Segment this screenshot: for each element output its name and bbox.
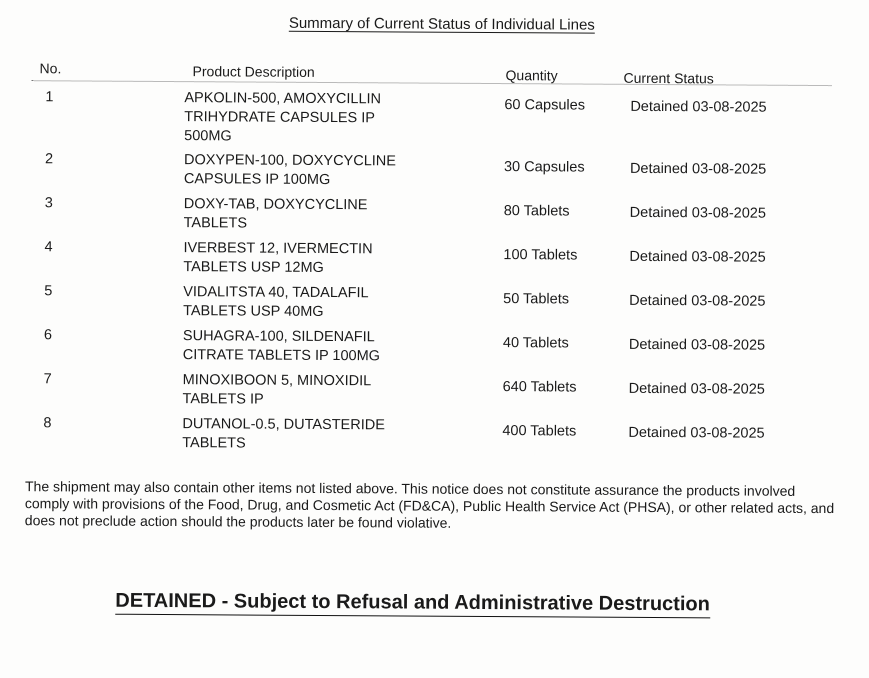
table-row <box>0 326 867 365</box>
row-number: 2 <box>44 151 54 168</box>
table-row <box>0 238 868 276</box>
table-row <box>0 150 868 189</box>
product-quantity: 640 Tablets <box>502 379 577 396</box>
column-header-description: Product Description <box>192 63 315 80</box>
line-status: Detained 03-08-2025 <box>628 336 766 354</box>
table-row <box>0 414 866 452</box>
line-status: Detained 03-08-2025 <box>629 248 766 266</box>
product-quantity: 40 Tablets <box>502 335 569 352</box>
product-description: DOXY-TAB, DOXYCYCLINE TABLETS <box>183 196 368 232</box>
disclaimer-paragraph: The shipment may also contain other items not listed above. This notice does not constitute assurance the products involved comply with provisions of the Food, Drug, and Cosmetic Act (FD&CA), Public Health Service Act (PHSA), or other related acts, and does not preclude action should the products later be found violative. <box>24 478 835 531</box>
detention-banner: DETAINED - Subject to Refusal and Administrative Destruction <box>115 590 710 619</box>
row-number: 4 <box>44 239 53 256</box>
product-description: DUTANOL-0.5, DUTASTERIDE TABLETS <box>182 416 385 452</box>
product-quantity: 100 Tablets <box>503 247 578 264</box>
product-quantity: 80 Tablets <box>503 203 570 220</box>
table-row <box>0 194 868 232</box>
table-row <box>0 282 867 320</box>
product-description: MINOXIBOON 5, MINOXIDIL TABLETS IP <box>182 372 372 408</box>
product-description: DOXYPEN-100, DOXYCYCLINE CAPSULES IP 100MG <box>183 152 397 189</box>
line-status: Detained 03-08-2025 <box>628 424 765 442</box>
product-quantity: 400 Tablets <box>502 423 577 440</box>
product-quantity: 30 Capsules <box>503 159 585 176</box>
product-description: VIDALITSTA 40, TADALAFIL TABLETS USP 40MG <box>183 284 369 320</box>
table-row <box>0 370 867 408</box>
product-description: SUHAGRA-100, SILDENAFIL CITRATE TABLETS IP 100MG <box>182 328 381 365</box>
column-header-quantity: Quantity <box>505 67 558 84</box>
row-number: 5 <box>44 283 53 300</box>
column-header-status: Current Status <box>623 69 714 87</box>
page-title: Summary of Current Status of Individual Lines <box>288 14 595 34</box>
table-row <box>0 88 868 145</box>
line-status: Detained 03-08-2025 <box>630 98 767 116</box>
line-status: Detained 03-08-2025 <box>629 292 766 310</box>
product-description: IVERBEST 12, IVERMECTIN TABLETS USP 12MG <box>183 240 373 276</box>
row-number: 6 <box>43 327 53 344</box>
row-number: 8 <box>43 415 52 432</box>
column-header-no: No. <box>39 60 62 77</box>
row-number: 7 <box>43 371 52 388</box>
line-status: Detained 03-08-2025 <box>629 160 767 178</box>
row-number: 3 <box>44 195 53 212</box>
row-number: 1 <box>45 89 54 106</box>
line-status: Detained 03-08-2025 <box>629 204 767 222</box>
line-status: Detained 03-08-2025 <box>628 380 765 398</box>
product-quantity: 60 Capsules <box>504 97 586 114</box>
product-description: APKOLIN-500, AMOXYCILLIN TRIHYDRATE CAPSULES IP 500MG <box>184 90 382 145</box>
product-quantity: 50 Tablets <box>503 291 570 308</box>
